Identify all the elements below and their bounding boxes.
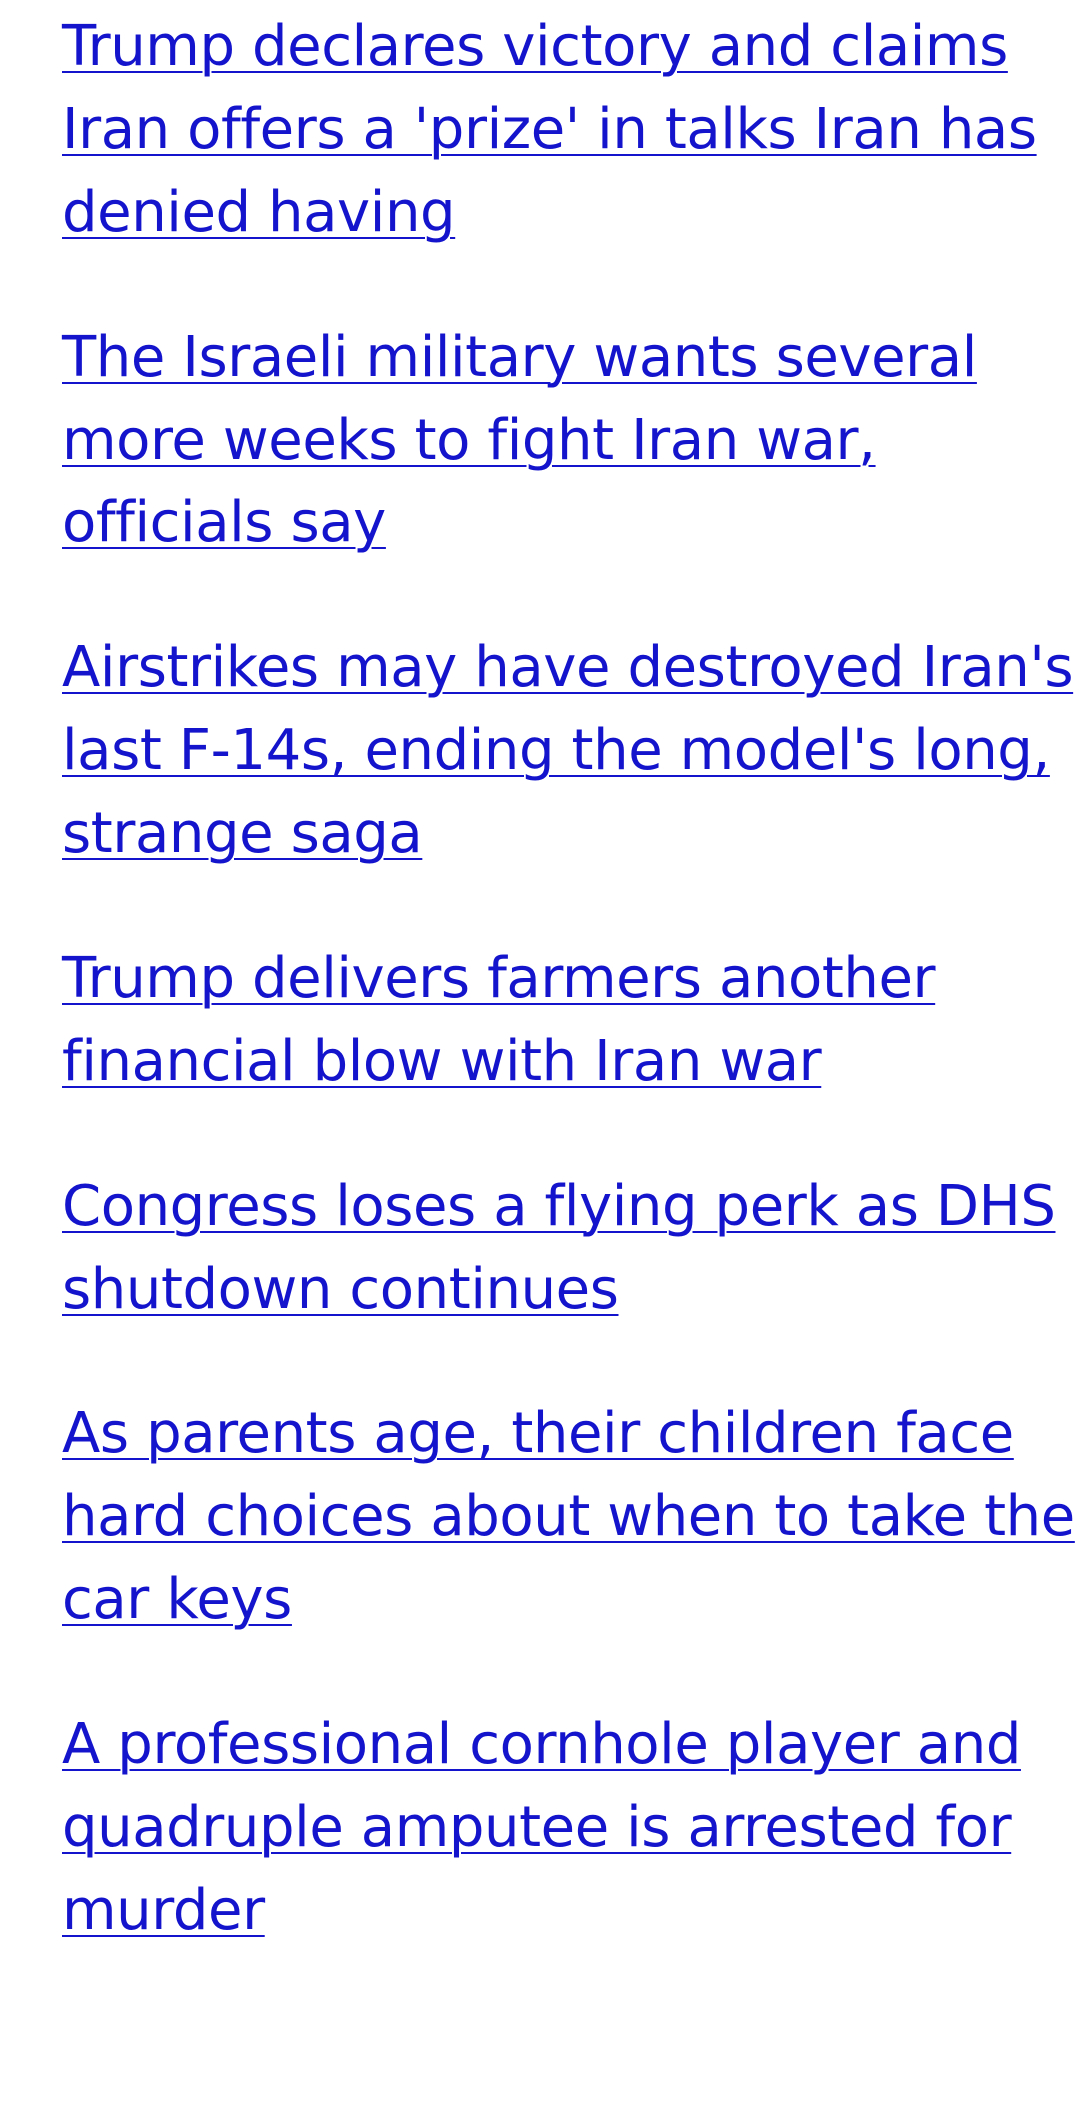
list-item	[0, 1704, 1080, 1953]
list-item	[0, 317, 1080, 566]
headline-list	[0, 6, 1080, 1953]
list-item	[0, 6, 1080, 255]
headline-link[interactable]: Airstrikes may have destroyed Iran's last F-14s, ending the model's long, strange saga	[62, 635, 1074, 866]
headline-link[interactable]: A professional cornhole player and quadruple amputee is arrested for murder	[62, 1712, 1021, 1943]
list-item	[0, 1166, 1080, 1332]
list-item	[0, 1393, 1080, 1642]
headline-link[interactable]: The Israeli military wants several more weeks to fight Iran war, officials say	[62, 324, 977, 556]
headline-link[interactable]: Trump delivers farmers another financial blow with Iran war	[62, 945, 936, 1094]
list-item	[0, 938, 1080, 1104]
headline-link[interactable]: As parents age, their children face hard choices about when to take the car keys	[62, 1401, 1075, 1633]
headline-link[interactable]: Congress loses a flying perk as DHS shutdown continues	[62, 1173, 1056, 1322]
list-item	[0, 627, 1080, 876]
headline-link[interactable]: Trump declares victory and claims Iran offers a 'prize' in talks Iran has denied having	[62, 14, 1037, 245]
